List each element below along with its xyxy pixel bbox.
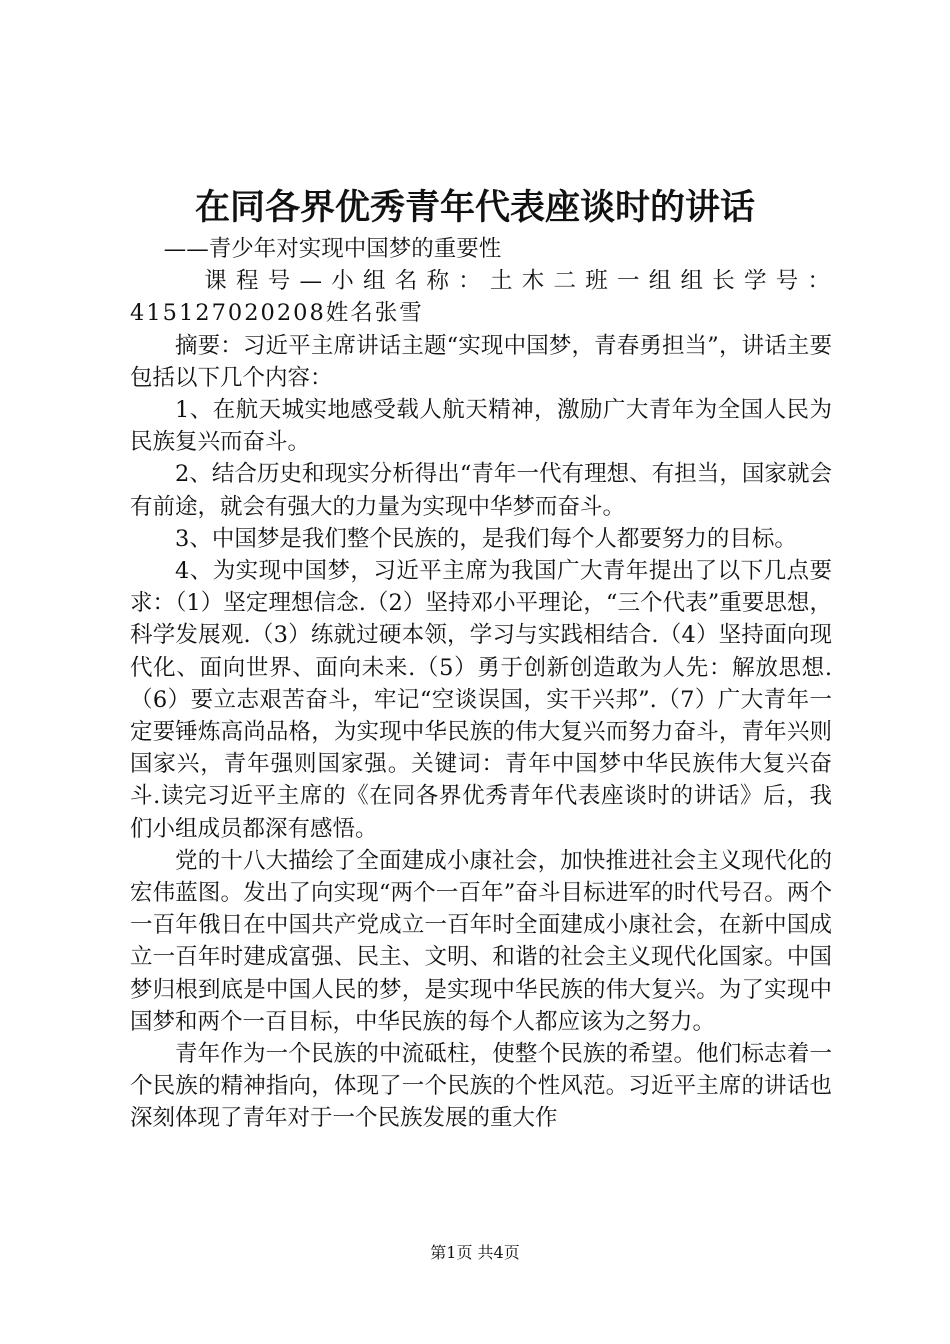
course-info: 课程号—小组名称：土木二班一组组长学号：415127020208姓名张雪 (130, 268, 832, 327)
point-item: 3、中国梦是我们整个民族的，是我们每个人都要努力的目标。 (175, 525, 797, 552)
body-paragraph: 青年作为一个民族的中流砥柱，使整个民族的希望。他们标志着一个民族的精神指向，体现了一个民族的个性风范。习近平主席的讲话也深刻体现了青年对于一个民族发展的重大作 (130, 1041, 832, 1132)
document-title: 在同各界优秀青年代表座谈时的讲话 (194, 187, 755, 228)
document-body (130, 233, 832, 1135)
body-paragraph: 党的十八大描绘了全面建成小康社会，加快推进社会主义现代化的宏伟蓝图。发出了向实现“两个一百年”奋斗目标进军的时代号召。两个一百年俄日在中国共产党成立一百年时全面建成小康社会，在新中国成立一百年时建成富强、民主、文明、和谐的社会主义现代化国家。中国梦归根到底是中国人民的梦，是实现中华民族的伟大复兴。为了实现中国梦和两个一百目标，中华民族的每个人都应该为之努力。 (130, 847, 832, 1035)
point-item: 2、结合历史和现实分析得出“青年一代有理想、有担当，国家就会有前途，就会有强大的力量为实现中华梦而奋斗。 (130, 461, 832, 520)
abstract-paragraph: 摘要：习近平主席讲话主题“实现中国梦，青春勇担当”，讲话主要包括以下几个内容： (130, 332, 832, 391)
point-item: 4、为实现中国梦，习近平主席为我国广大青年提出了以下几点要求：（1）坚定理想信念.（2）坚持邓小平理论，“三个代表”重要思想，科学发展观.（3）练就过硬本领，学习与实践相结合.（4）坚持面向现代化、面向世界、面向未来.（5）勇于创新创造敢为人先：解放思想.（6）要立志艰苦奋斗，牢记“空谈误国，实干兴邦”.（7）广大青年一定要锤炼高尚品格，为实现中华民族的伟大复兴而努力奋斗，青年兴则国家兴，青年强则国家强。关键词：青年中国梦中华民族伟大复兴奋斗.读完习近平主席的《在同各界优秀青年代表座谈时的讲话》后，我们小组成员都深有感悟。 (130, 558, 832, 842)
page-footer: 第1页 共4页 (430, 1243, 520, 1262)
document-subtitle: ——青少年对实现中国梦的重要性 (163, 236, 502, 262)
point-item: 1、在航天城实地感受载人航天精神，激励广大青年为全国人民为民族复兴而奋斗。 (130, 397, 832, 456)
